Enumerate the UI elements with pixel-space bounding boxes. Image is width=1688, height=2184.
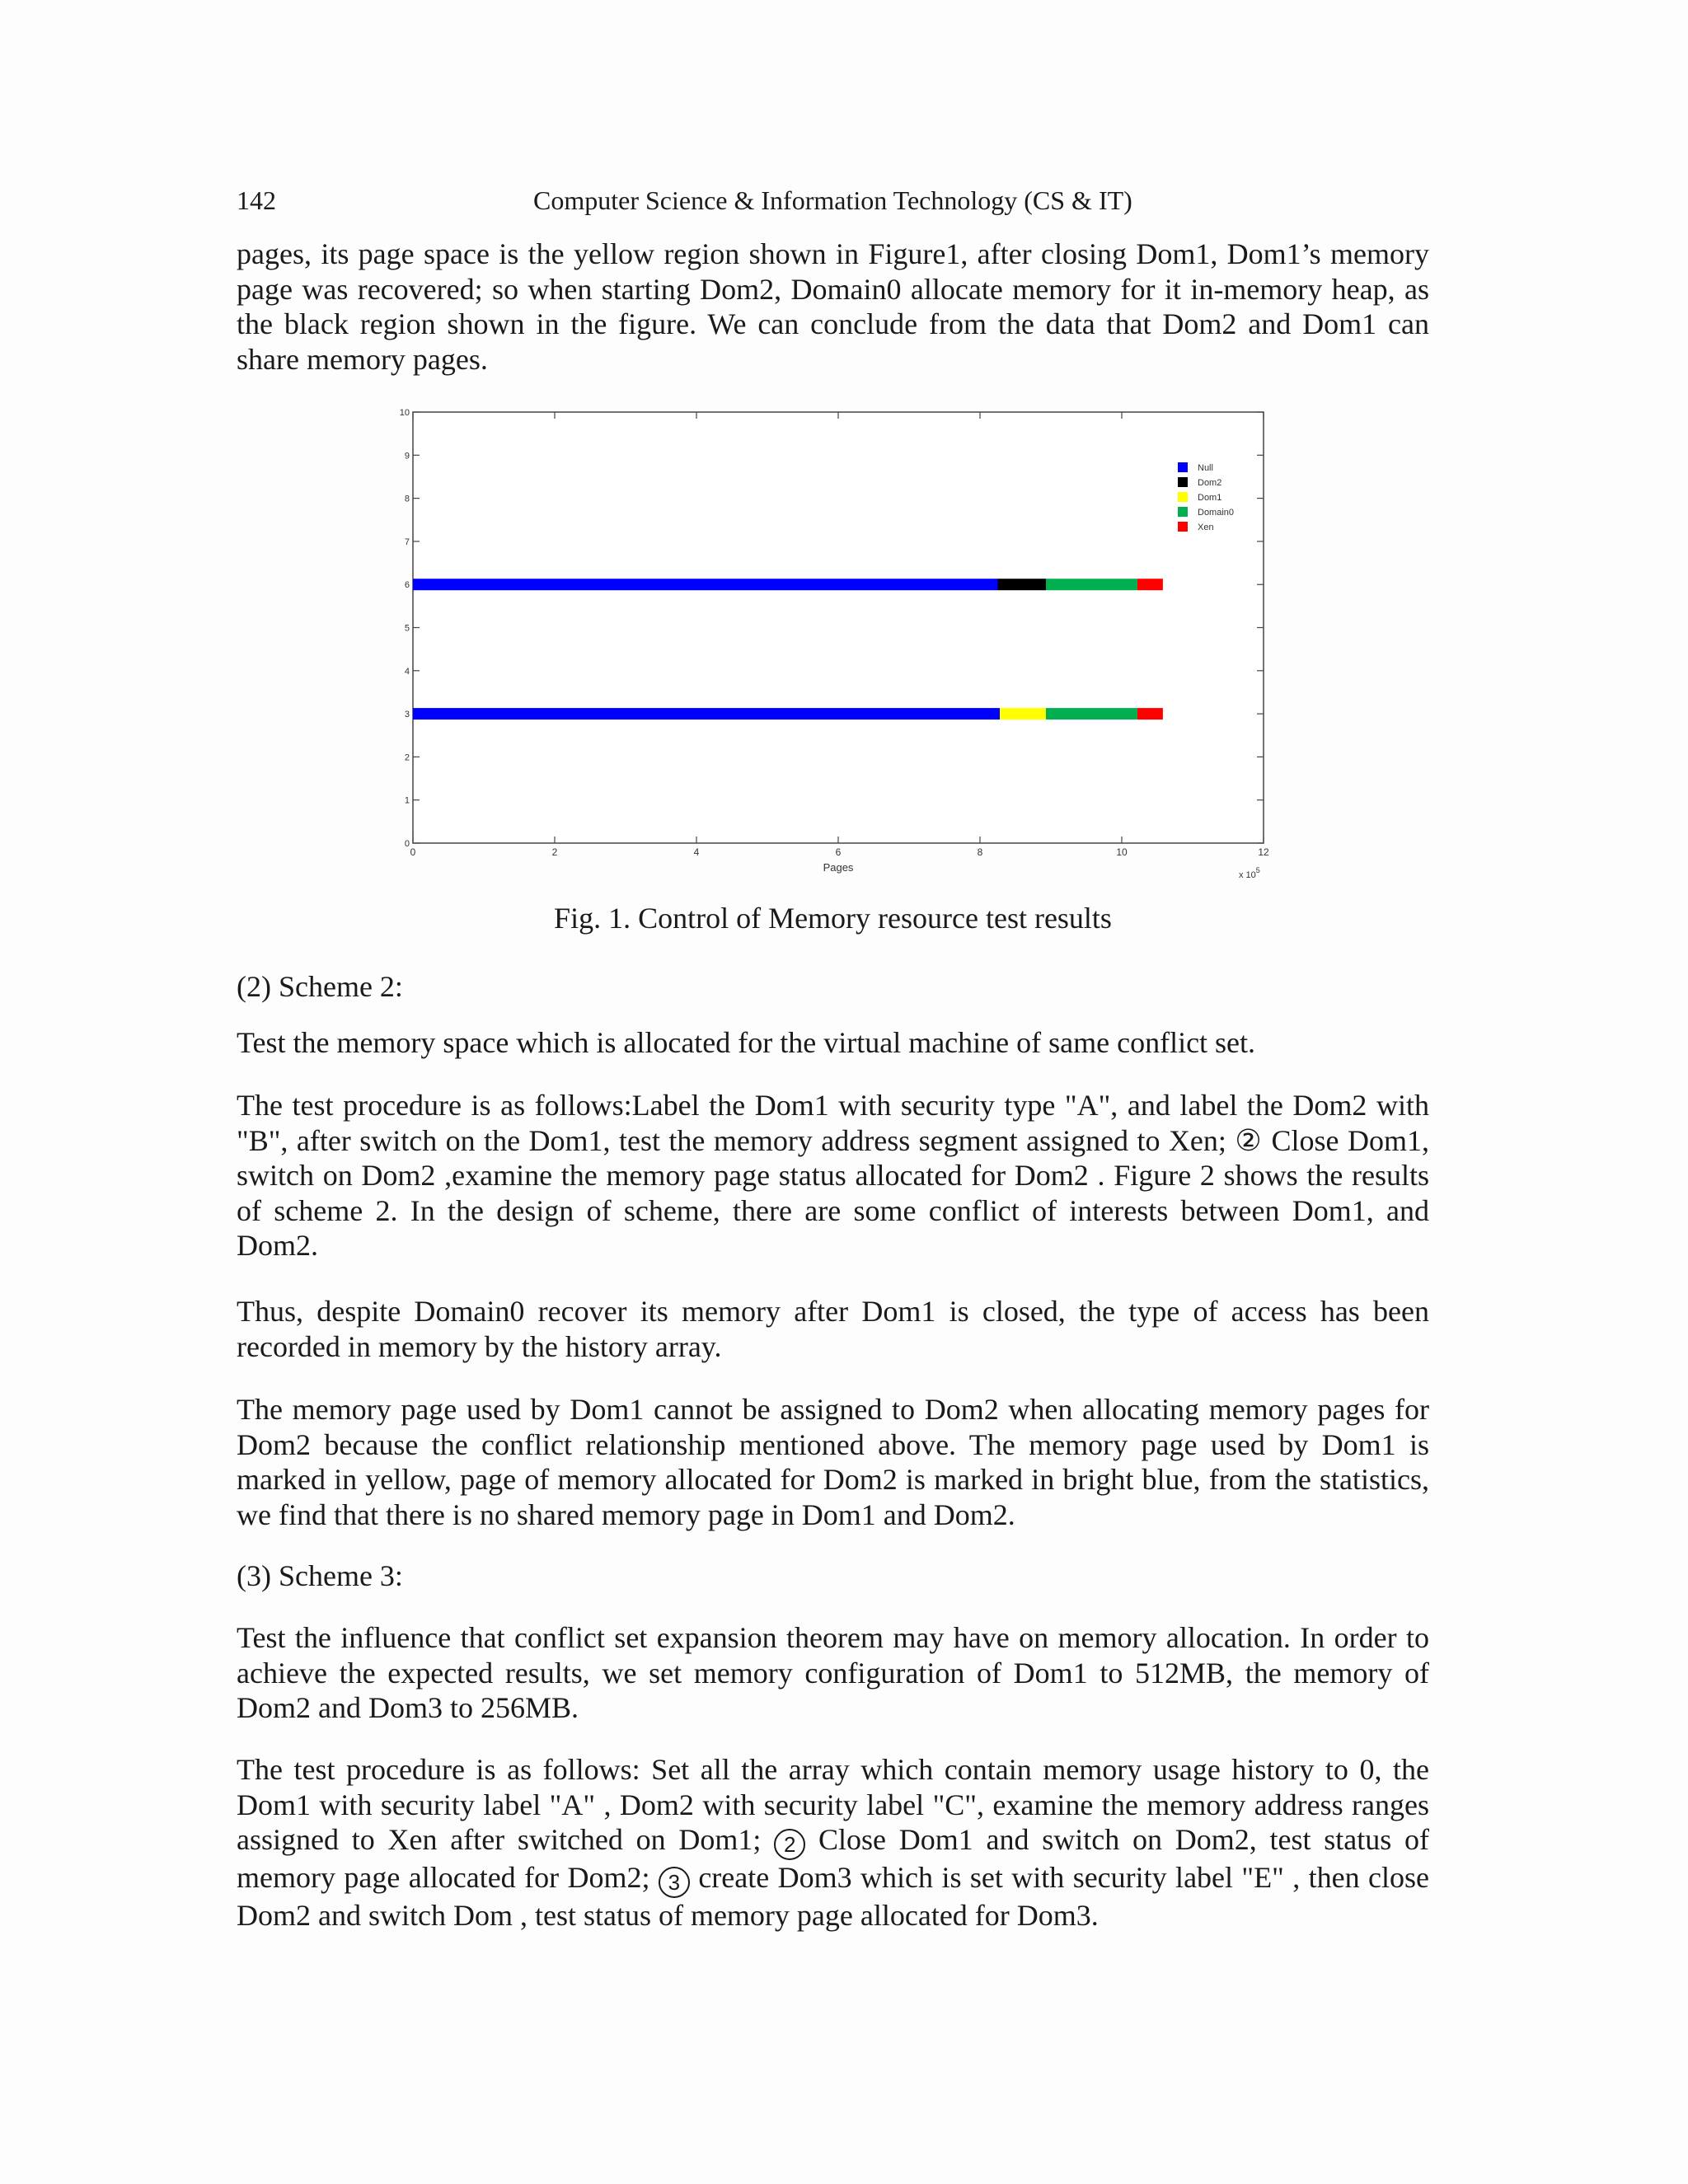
- y-tick-label: 9: [404, 451, 410, 462]
- y-tick-label: 1: [404, 795, 410, 806]
- legend-label: Xen: [1198, 523, 1214, 532]
- y-tick-label: 2: [404, 752, 410, 763]
- page-number: 142: [237, 185, 276, 215]
- scheme3-p1-block: [237, 1620, 1429, 1726]
- legend-label: Null: [1198, 463, 1213, 473]
- scheme2-p3-block: [237, 1294, 1429, 1364]
- scheme2-p2-text-b: Close Dom1, switch on Dom2 ,examine the memory page status allocated for Dom2 . Figure 2 shows the results of scheme 2. In the design of scheme, there are some conflict of interests between Dom1, and Dom2.: [237, 1123, 1429, 1262]
- scheme2-p4-block: [237, 1392, 1429, 1532]
- x-tick-label: 10: [1116, 846, 1128, 858]
- plot-frame: [413, 412, 1264, 843]
- figure-caption: Fig. 1. Control of Memory resource test results: [554, 902, 1112, 935]
- x-axis-label: Pages: [823, 861, 854, 874]
- legend-label: Domain0: [1198, 508, 1235, 518]
- legend-swatch: [1178, 507, 1188, 517]
- legend-label: Dom2: [1198, 478, 1222, 488]
- y-tick-label: 6: [404, 580, 410, 591]
- y-tick-label: 8: [404, 494, 410, 504]
- bar-segment-dom1: [1000, 708, 1046, 719]
- intro-paragraph-block: [237, 237, 1429, 377]
- y-tick-label: 7: [404, 537, 410, 547]
- scheme3-p2-block: [237, 1752, 1429, 1933]
- y-tick-label: 3: [404, 710, 410, 720]
- page-header: [237, 185, 1429, 222]
- scheme3-heading: (3) Scheme 3:: [237, 1559, 403, 1592]
- memory-chart: [379, 404, 1278, 882]
- scheme3-p2-text-c: create Dom3 which is set with security label "E" , then close Dom2 and switch Dom , test status of memory page allocated for Dom3.: [237, 1861, 1430, 1932]
- y-tick-label: 4: [404, 666, 410, 677]
- x-tick-label: 12: [1258, 846, 1269, 858]
- legend-swatch: [1178, 477, 1188, 487]
- scheme3-p2-text-b: Close Dom1 and switch on Dom2, test status of memory page allocated for Dom2;: [237, 1823, 1430, 1894]
- x-tick-label: 4: [693, 846, 700, 858]
- scheme2-heading: (2) Scheme 2:: [237, 970, 403, 1003]
- y-tick-label: 5: [404, 623, 410, 634]
- y-tick-label: 0: [404, 839, 410, 849]
- legend-swatch: [1178, 492, 1188, 502]
- x-tick-label: 0: [410, 846, 416, 858]
- bar-segment-dom2: [998, 579, 1046, 590]
- scheme3-paragraph-1: Test the influence that conflict set expansion theorem may have on memory allocation. In order to achieve the expected results, we set memory configuration of Dom1 to 512MB, the memory of Dom2 and Dom3 to 256MB.: [237, 1621, 1429, 1724]
- intro-paragraph: pages, its page space is the yellow region shown in Figure1, after closing Dom1, Dom1’s memory page was recovered; so when starting Dom2, Domain0 allocate memory for it in-memory heap, as the black region shown in the figure. We can conclude from the data that Dom2 and Dom1 can share memory pages.: [237, 237, 1429, 376]
- circled-3-mark: 3: [659, 1867, 690, 1898]
- scheme3-paragraph-2: [237, 1752, 1429, 1933]
- bar-segment-domain0: [1046, 579, 1137, 590]
- legend-label: Dom1: [1198, 493, 1222, 503]
- circled-2-mark: ②: [1235, 1123, 1264, 1157]
- circled-2-mark: 2: [774, 1829, 805, 1860]
- bar-segment-null: [413, 708, 1000, 719]
- scheme2-paragraph-4: The memory page used by Dom1 cannot be assigned to Dom2 when allocating memory pages for Dom2 because the conflict relationship mentioned above. The memory page used by Dom1 is marked in yellow, page of memory allocated for Dom2 is marked in bright blue, from the statistics, we find that there is no shared memory page in Dom1 and Dom2.: [237, 1393, 1429, 1531]
- bar-segment-null: [413, 579, 998, 590]
- x-tick-label: 8: [977, 846, 983, 858]
- scheme3-p2-text-a: The test procedure is as follows: Set all the array which contain memory usage history to 0, the Dom1 with security label "A" , Dom2 with security label "C", examine the memory address ranges assigned to Xen after switched on Dom1;: [237, 1753, 1429, 1856]
- legend-swatch: [1178, 522, 1188, 532]
- scheme2-paragraph-1: Test the memory space which is allocated for the virtual machine of same conflict set.: [237, 1026, 1256, 1059]
- x-multiplier-exp: 5: [1255, 866, 1260, 874]
- scheme2-paragraph-3: Thus, despite Domain0 recover its memory after Dom1 is closed, the type of access has been recorded in memory by the history array.: [237, 1295, 1429, 1363]
- bar-segment-xen: [1137, 708, 1163, 719]
- scheme2-paragraph-2: [237, 1088, 1429, 1263]
- y-tick-label: 10: [399, 408, 410, 418]
- scheme2-heading-block: [237, 969, 1429, 1005]
- x-axis-multiplier: [1239, 866, 1260, 880]
- scheme3-heading-block: [237, 1558, 1429, 1594]
- bar-segment-domain0: [1046, 708, 1137, 719]
- x-tick-label: 6: [835, 846, 842, 858]
- journal-title: Computer Science & Information Technology (CS & IT): [533, 185, 1132, 215]
- scheme2-p2-text-a: The test procedure is as follows:Label the Dom1 with security type "A", and label the Dom2 with "B", after switch on the Dom1, test the memory address segment assigned to Xen;: [237, 1089, 1429, 1157]
- scheme2-p2-block: [237, 1088, 1429, 1263]
- bar-segment-xen: [1137, 579, 1163, 590]
- x-tick-label: 2: [551, 846, 558, 858]
- x-multiplier-base: x 10: [1239, 870, 1256, 880]
- scheme2-p1-block: [237, 1025, 1429, 1061]
- legend-swatch: [1178, 462, 1188, 472]
